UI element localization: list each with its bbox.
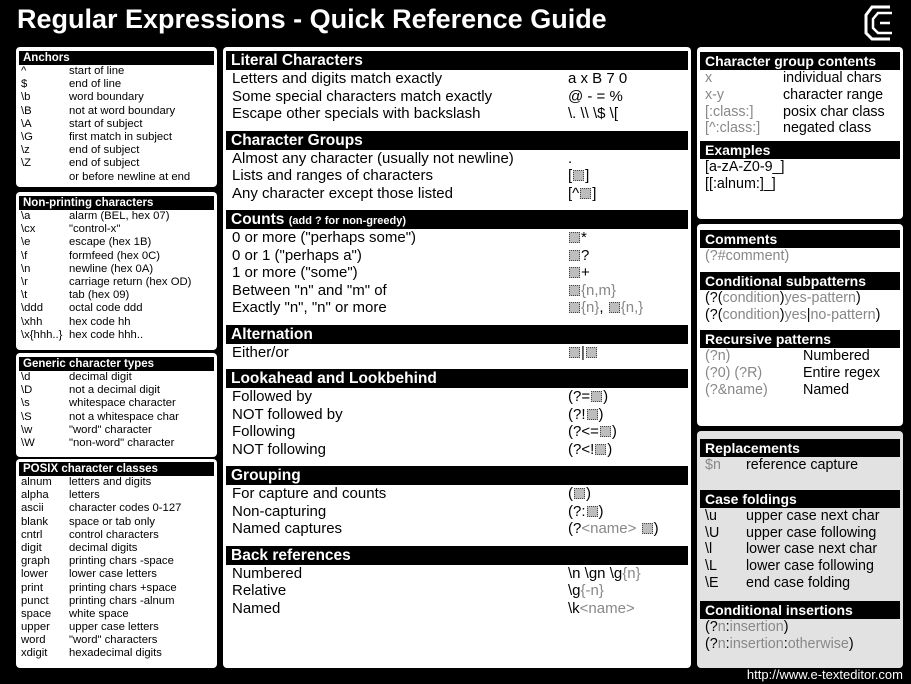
syntax-description: Following — [232, 423, 296, 440]
list-item — [16, 502, 217, 515]
syntax-description: decimal digit — [69, 371, 132, 383]
list-item — [16, 78, 217, 91]
syntax-code: a x B 7 0 — [568, 70, 628, 87]
syntax-code: \S — [21, 410, 32, 423]
list-item — [16, 647, 217, 660]
list-item — [16, 65, 217, 78]
syntax-code: (?n) — [705, 348, 731, 365]
syntax-description: For capture and counts — [232, 485, 387, 502]
list-item — [223, 503, 691, 521]
syntax-code: \A — [21, 117, 32, 130]
list-item — [697, 290, 903, 307]
syntax-code: word — [21, 634, 46, 647]
syntax-code: \g{-n} — [568, 582, 604, 599]
syntax-description: letters and digits — [69, 476, 152, 488]
page-title: Regular Expressions - Quick Reference Guide — [17, 4, 607, 34]
list-item — [16, 329, 217, 342]
patterns-panel — [697, 224, 903, 426]
syntax-description: "word" character — [69, 423, 152, 436]
syntax-description: end case folding — [746, 574, 851, 591]
syntax-code: {n}, {n,} — [568, 299, 643, 317]
syntax-description: reference capture — [746, 457, 859, 473]
syntax-code: space — [21, 607, 52, 620]
list-item — [16, 411, 217, 424]
syntax-description: tab (hex 09) — [69, 289, 130, 302]
syntax-description: first match in subject — [69, 130, 172, 143]
generic-types-panel — [16, 353, 217, 457]
syntax-description: upper case next char — [746, 507, 880, 524]
syntax-code: $n — [705, 457, 721, 473]
syntax-description: white space — [69, 607, 129, 620]
syntax-description: lower case next char — [746, 541, 878, 558]
syntax-description: hex code hhh.. — [69, 328, 144, 341]
syntax-code: \D — [21, 384, 33, 397]
generic-types-header: Generic character types — [19, 357, 214, 371]
list-item — [16, 250, 217, 263]
literal-characters-header: Literal Characters — [226, 51, 688, 70]
list-item — [16, 302, 217, 315]
syntax-description: Numbered — [803, 348, 870, 365]
syntax-code: [:class:] — [705, 103, 754, 120]
list-item — [697, 159, 903, 176]
main-reference-panel — [223, 47, 691, 668]
syntax-code: ( ) — [568, 485, 591, 502]
replacements-panel — [697, 431, 903, 668]
list-item — [223, 406, 691, 424]
list-item — [16, 437, 217, 450]
list-item — [223, 441, 691, 459]
e-texteditor-logo — [862, 3, 900, 41]
syntax-description: Almost any character (usually not newline) — [232, 149, 514, 167]
list-item — [223, 229, 691, 247]
syntax-code: lower — [21, 568, 48, 581]
syntax-description: not a whitespace char — [69, 410, 179, 423]
list-item — [223, 70, 691, 88]
syntax-example: [[:alnum:]_] — [705, 175, 776, 192]
syntax-code: * — [568, 229, 587, 247]
syntax-description: Any character except those listed — [232, 184, 453, 202]
syntax-code: ascii — [21, 502, 44, 515]
list-item — [697, 348, 903, 365]
list-item — [16, 424, 217, 437]
list-item — [16, 131, 217, 144]
group-contents-panel — [697, 47, 903, 219]
syntax-description: hex code hh — [69, 315, 131, 328]
nonprinting-panel — [16, 192, 217, 350]
replacements-header: Replacements — [700, 439, 900, 457]
case-foldings-header: Case foldings — [700, 490, 900, 508]
list-item — [16, 542, 217, 555]
list-item — [16, 516, 217, 529]
list-item — [697, 575, 903, 592]
syntax-code: {n,m} — [568, 282, 616, 300]
syntax-code: \xhh — [21, 315, 43, 328]
syntax-code: \r — [21, 275, 28, 288]
syntax-description: Named — [803, 381, 850, 398]
syntax-code: \E — [705, 574, 719, 591]
list-item — [697, 541, 903, 558]
syntax-description: start of subject — [69, 117, 143, 130]
list-item — [16, 263, 217, 276]
list-item — [16, 476, 217, 489]
syntax-code: \n \gn \g{n} — [568, 564, 641, 582]
syntax-code: ^ — [21, 65, 27, 77]
conditional-subpatterns-header: Conditional subpatterns — [700, 272, 900, 290]
list-item — [223, 247, 691, 265]
list-item — [223, 344, 691, 362]
list-item — [16, 289, 217, 302]
syntax-code: $ — [21, 78, 28, 91]
back-references-header: Back references — [226, 546, 688, 565]
list-item — [16, 105, 217, 118]
syntax-example: (?(condition)yes-pattern) — [705, 289, 861, 306]
syntax-description: control characters — [69, 528, 159, 541]
list-item — [697, 307, 903, 324]
list-item — [697, 457, 903, 474]
syntax-description: negated class — [783, 120, 872, 137]
syntax-code: alnum — [21, 476, 52, 488]
list-item — [223, 485, 691, 503]
syntax-description: NOT followed by — [232, 405, 343, 423]
syntax-description: 0 or 1 ("perhaps a") — [232, 246, 362, 264]
list-item — [16, 634, 217, 647]
list-item — [223, 388, 691, 406]
syntax-description: "word" characters — [69, 634, 158, 647]
syntax-code: digit — [21, 541, 42, 554]
list-item — [16, 210, 217, 223]
list-item — [697, 87, 903, 104]
syntax-code: cntrl — [21, 528, 43, 541]
list-item — [223, 299, 691, 317]
syntax-description: start of line — [69, 65, 125, 77]
list-item — [223, 582, 691, 600]
syntax-description: hexadecimal digits — [69, 647, 162, 660]
syntax-description: "control-x" — [69, 223, 121, 236]
syntax-code: \x{hhh..} — [21, 328, 63, 341]
syntax-code: (?&name) — [705, 381, 768, 398]
syntax-code: @ - = % — [568, 87, 623, 105]
syntax-description: Escape other specials with backslash — [232, 105, 481, 122]
syntax-code: \n — [21, 262, 31, 275]
syntax-code: xdigit — [21, 647, 48, 660]
syntax-description: Numbered — [232, 564, 303, 582]
syntax-code: (?<= ) — [568, 423, 617, 440]
syntax-code: x — [705, 70, 713, 86]
syntax-code: + — [568, 264, 590, 282]
list-item — [16, 595, 217, 608]
syntax-code: (?<! ) — [568, 440, 613, 458]
syntax-code: (?0) (?R) — [705, 365, 763, 382]
syntax-description: Named captures — [232, 520, 343, 537]
syntax-code: . — [568, 149, 573, 167]
list-item — [16, 144, 217, 157]
syntax-code: \z — [21, 144, 30, 157]
syntax-code: \s — [21, 397, 30, 410]
list-item — [697, 558, 903, 575]
syntax-description: word boundary — [69, 91, 144, 104]
syntax-description: Non-capturing — [232, 502, 327, 520]
examples-header: Examples — [700, 141, 900, 159]
list-item — [223, 600, 691, 618]
list-item — [223, 150, 691, 168]
syntax-description: Lists and ranges of characters — [232, 167, 433, 184]
syntax-code: upper — [21, 621, 50, 634]
syntax-code: \G — [21, 130, 33, 143]
syntax-code: \a — [21, 210, 31, 222]
list-item — [16, 371, 217, 384]
anchors-panel — [16, 47, 217, 187]
syntax-code: \w — [21, 423, 33, 436]
syntax-code: \d — [21, 371, 31, 383]
syntax-description: octal code ddd — [69, 302, 143, 315]
syntax-description: alarm (BEL, hex 07) — [69, 210, 170, 222]
syntax-description: posix char class — [783, 103, 885, 120]
syntax-description: Some special characters match exactly — [232, 87, 493, 105]
list-item — [16, 118, 217, 131]
syntax-description: newline (hex 0A) — [69, 262, 154, 275]
syntax-description: Exactly "n", "n" or more — [232, 299, 387, 316]
syntax-example: (?n:insertion:otherwise) — [705, 635, 854, 652]
syntax-description: Either/or — [232, 343, 289, 361]
group-contents-header: Character group contents — [700, 52, 900, 70]
list-item — [223, 105, 691, 123]
syntax-code: (?! ) — [568, 405, 604, 423]
syntax-description: character codes 0-127 — [69, 502, 182, 515]
syntax-description: Between "n" and "m" of — [232, 281, 387, 299]
list-item — [16, 384, 217, 397]
syntax-description: not a decimal digit — [69, 384, 161, 397]
list-item — [697, 525, 903, 542]
syntax-code: punct — [21, 594, 49, 607]
syntax-code: blank — [21, 515, 49, 528]
syntax-code: \f — [21, 249, 28, 262]
syntax-code: ? — [568, 247, 589, 265]
syntax-code: graph — [21, 555, 50, 568]
list-item — [16, 157, 217, 170]
list-item — [697, 176, 903, 193]
syntax-code: [^ ] — [568, 184, 597, 202]
syntax-description: upper case letters — [69, 621, 159, 634]
syntax-description: letters — [69, 489, 100, 502]
syntax-code: \B — [21, 104, 32, 117]
counts-header: Counts (add ? for non-greedy) — [226, 210, 688, 229]
posix-header: POSIX character classes — [19, 462, 214, 476]
syntax-code: \k<name> — [568, 599, 635, 617]
comments-header: Comments — [700, 230, 900, 248]
syntax-description: 1 or more ("some") — [232, 264, 358, 281]
syntax-description: Followed by — [232, 388, 313, 405]
syntax-code: x-y — [705, 86, 725, 103]
list-item — [16, 91, 217, 104]
syntax-code: \e — [21, 236, 31, 249]
syntax-code: (?: ) — [568, 502, 604, 520]
posix-panel — [16, 459, 217, 668]
syntax-description: or before newline at end — [69, 170, 191, 183]
syntax-code: \l — [705, 541, 713, 558]
list-item — [223, 167, 691, 185]
syntax-example: (?n:insertion) — [705, 618, 789, 635]
syntax-description: Entire regex — [803, 365, 881, 382]
list-item — [697, 104, 903, 121]
list-item — [223, 264, 691, 282]
syntax-code: (?<name> ) — [568, 520, 659, 537]
syntax-example: (?(condition)yes|no-pattern) — [705, 306, 881, 323]
list-item — [697, 636, 903, 653]
list-item — [16, 276, 217, 289]
lookaround-header: Lookahead and Lookbehind — [226, 369, 688, 388]
footer-url: http://www.e-texteditor.com — [746, 667, 903, 682]
syntax-description: Named — [232, 599, 281, 617]
list-item — [223, 282, 691, 300]
syntax-description: "non-word" character — [69, 436, 175, 449]
anchors-header: Anchors — [19, 51, 214, 65]
syntax-description: end of subject — [69, 144, 140, 157]
syntax-code: \Z — [21, 157, 32, 170]
list-item — [16, 621, 217, 634]
grouping-header: Grouping — [226, 466, 688, 485]
syntax-description: end of subject — [69, 157, 140, 170]
nonprinting-header: Non-printing characters — [19, 196, 214, 210]
syntax-description: printing chars +space — [69, 581, 177, 594]
syntax-description: Relative — [232, 582, 287, 599]
syntax-description: individual chars — [783, 70, 882, 86]
syntax-description: formfeed (hex 0C) — [69, 249, 161, 262]
list-item — [223, 185, 691, 203]
list-item — [16, 236, 217, 249]
list-item — [697, 619, 903, 636]
syntax-description: Letters and digits match exactly — [232, 70, 443, 87]
syntax-code: [^:class:] — [705, 120, 761, 137]
list-item — [16, 489, 217, 502]
list-item — [223, 520, 691, 538]
syntax-description: decimal digits — [69, 541, 138, 554]
list-item — [223, 88, 691, 106]
syntax-code: print — [21, 581, 43, 594]
syntax-description: not at word boundary — [69, 104, 176, 117]
syntax-example: [a-zA-Z0-9_] — [705, 159, 785, 176]
syntax-code: \cx — [21, 223, 36, 236]
syntax-code: (?= ) — [568, 388, 609, 405]
syntax-description: end of line — [69, 78, 122, 91]
list-item — [16, 171, 217, 184]
syntax-description: character range — [783, 86, 884, 103]
syntax-code: \. \\ \$ \[ — [568, 105, 619, 122]
syntax-code: \b — [21, 91, 31, 104]
list-item — [16, 555, 217, 568]
syntax-description: lower case following — [746, 558, 874, 575]
syntax-description: space or tab only — [69, 515, 156, 528]
syntax-description: whitespace character — [69, 397, 176, 410]
list-item — [16, 397, 217, 410]
syntax-code: \t — [21, 289, 28, 302]
syntax-code: \W — [21, 436, 35, 449]
list-item — [16, 316, 217, 329]
list-item — [697, 70, 903, 87]
syntax-description: escape (hex 1B) — [69, 236, 152, 249]
syntax-code: alpha — [21, 489, 49, 502]
syntax-code: \U — [705, 524, 720, 541]
list-item — [16, 608, 217, 621]
list-item — [16, 529, 217, 542]
list-item — [16, 582, 217, 595]
syntax-description: NOT following — [232, 440, 326, 458]
syntax-description: carriage return (hex OD) — [69, 275, 192, 288]
list-item — [697, 382, 903, 399]
list-item — [697, 508, 903, 525]
syntax-code: [ ] — [568, 167, 590, 184]
syntax-code: \ddd — [21, 302, 43, 315]
comment-syntax: (?#comment) — [705, 248, 790, 264]
syntax-description: upper case following — [746, 524, 877, 541]
list-item — [16, 568, 217, 581]
syntax-code: | — [568, 344, 598, 362]
syntax-code: \u — [705, 507, 717, 524]
syntax-description: printing chars -alnum — [69, 594, 175, 607]
recursive-patterns-header: Recursive patterns — [700, 330, 900, 348]
list-item — [697, 365, 903, 382]
character-groups-header: Character Groups — [226, 131, 688, 150]
list-item — [223, 423, 691, 441]
syntax-description: lower case letters — [69, 568, 157, 581]
list-item — [697, 120, 903, 137]
conditional-insertions-header: Conditional insertions — [700, 601, 900, 619]
list-item — [16, 223, 217, 236]
syntax-description: printing chars -space — [69, 555, 174, 568]
alternation-header: Alternation — [226, 325, 688, 344]
list-item — [223, 565, 691, 583]
syntax-code: \L — [705, 558, 717, 575]
syntax-description: 0 or more ("perhaps some") — [232, 229, 417, 246]
